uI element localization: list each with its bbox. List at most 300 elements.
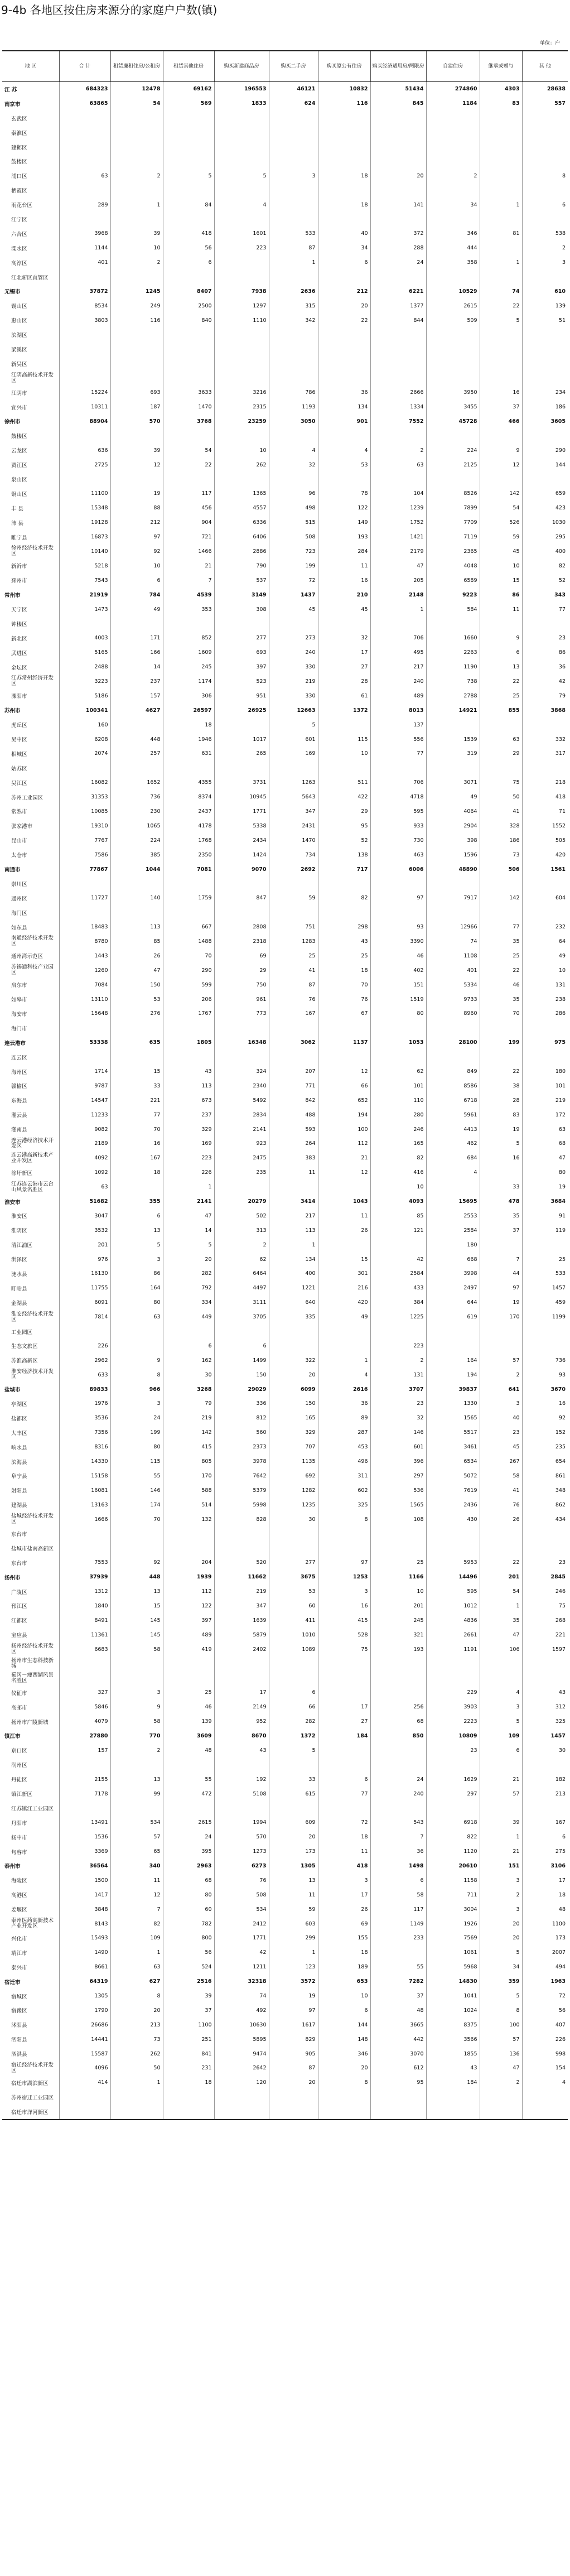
cell-value xyxy=(370,126,426,140)
cell-value: 4557 xyxy=(214,501,269,516)
cell-value xyxy=(214,357,269,371)
cell-value: 136 xyxy=(480,2047,522,2061)
cell-value xyxy=(318,126,370,140)
region-name: 雨花台区 xyxy=(11,203,33,209)
cell-value xyxy=(163,1801,214,1816)
region-name: 栖霞区 xyxy=(11,188,27,195)
cell-value: 358 xyxy=(426,256,480,270)
cell-value: 238 xyxy=(522,992,568,1007)
cell-value: 3004 xyxy=(426,1902,480,1917)
cell-value: 2373 xyxy=(214,1440,269,1455)
cell-value xyxy=(110,1541,163,1556)
region-name: 惠山区 xyxy=(11,318,27,325)
cell-value: 201 xyxy=(59,1238,110,1252)
cell-value: 193 xyxy=(370,1642,426,1657)
cell-value xyxy=(522,371,568,386)
cell-value: 30 xyxy=(163,1368,214,1382)
cell-value xyxy=(214,126,269,140)
cell-value: 233 xyxy=(370,1931,426,1946)
cell-value: 496 xyxy=(318,1455,370,1469)
cell-value: 15648 xyxy=(59,1007,110,1021)
cell-value: 112 xyxy=(163,1585,214,1599)
region-name: 大丰区 xyxy=(11,1430,27,1437)
cell-value: 288 xyxy=(370,241,426,256)
cell-value: 6 xyxy=(269,1686,318,1700)
cell-value: 24 xyxy=(110,1411,163,1426)
cell-value: 82 xyxy=(110,1917,163,1931)
cell-value: 9 xyxy=(480,443,522,458)
table-row xyxy=(2,1296,568,1310)
cell-value: 2845 xyxy=(522,1570,568,1585)
cell-value xyxy=(110,1657,163,1671)
cell-value: 1601 xyxy=(214,227,269,241)
cell-value: 5953 xyxy=(426,1556,480,1570)
cell-value: 5 xyxy=(480,313,522,328)
table-row xyxy=(2,646,568,660)
cell-value: 8375 xyxy=(426,2018,480,2032)
cell-value: 14496 xyxy=(426,1570,480,1585)
cell-value: 17 xyxy=(318,1888,370,1902)
cell-value: 3848 xyxy=(59,1902,110,1917)
cell-value xyxy=(269,1021,318,1036)
cell-value: 73 xyxy=(480,848,522,862)
cell-value: 383 xyxy=(269,1151,318,1166)
cell-value: 15493 xyxy=(59,1931,110,1946)
cell-value: 74 xyxy=(214,1989,269,2004)
region-name: 浦口区 xyxy=(11,174,27,180)
cell-value: 70 xyxy=(163,948,214,963)
cell-value: 1790 xyxy=(59,2003,110,2018)
cell-value: 1833 xyxy=(214,97,269,111)
cell-value: 69 xyxy=(214,948,269,963)
cell-value: 3461 xyxy=(426,1440,480,1455)
cell-value: 822 xyxy=(426,1830,480,1845)
cell-value: 324 xyxy=(214,1065,269,1079)
cell-value: 26 xyxy=(318,1223,370,1238)
cell-value xyxy=(59,1050,110,1065)
cell-value: 35 xyxy=(480,992,522,1007)
cell-value: 7642 xyxy=(214,1469,269,1484)
cell-value: 786 xyxy=(269,386,318,400)
cell-value: 262 xyxy=(110,2047,163,2061)
cell-value xyxy=(522,2105,568,2120)
cell-value: 221 xyxy=(522,1628,568,1642)
region-name: 太仓市 xyxy=(11,853,27,859)
cell-value xyxy=(110,183,163,198)
table-row xyxy=(2,1527,568,1541)
cell-value: 210 xyxy=(318,588,370,602)
cell-value xyxy=(426,761,480,776)
cell-value xyxy=(318,617,370,631)
region-name: 姑苏区 xyxy=(11,765,27,772)
table-row xyxy=(2,1093,568,1108)
cell-value: 3731 xyxy=(214,776,269,790)
cell-value xyxy=(522,1541,568,1556)
table-row xyxy=(2,2105,568,2120)
cell-value: 45 xyxy=(318,602,370,617)
cell-value: 2584 xyxy=(370,1267,426,1281)
region-name: 崇川区 xyxy=(11,881,27,888)
region-name: 东台市 xyxy=(11,1560,27,1567)
cell-value xyxy=(318,1671,370,1686)
cell-value: 11 xyxy=(318,1208,370,1223)
cell-value: 27 xyxy=(318,1715,370,1729)
cell-value: 11 xyxy=(269,1166,318,1180)
region-name: 东海县 xyxy=(11,1098,27,1105)
cell-value xyxy=(370,761,426,776)
cell-value: 593 xyxy=(269,1122,318,1137)
region-name: 苏州工业园区 xyxy=(11,795,44,801)
cell-value: 334 xyxy=(163,1296,214,1310)
region-name: 高淳区 xyxy=(11,260,27,267)
cell-value xyxy=(522,357,568,371)
cell-value xyxy=(163,1325,214,1339)
cell-value: 346 xyxy=(426,227,480,241)
cell-value: 347 xyxy=(214,1599,269,1614)
table-row xyxy=(2,1830,568,1845)
cell-value: 706 xyxy=(370,776,426,790)
cell-value: 1805 xyxy=(163,1036,214,1050)
cell-value: 400 xyxy=(522,545,568,559)
cell-value: 684323 xyxy=(59,82,110,97)
table-row xyxy=(2,1151,568,1166)
cell-value: 148 xyxy=(318,2032,370,2047)
cell-value: 3390 xyxy=(370,935,426,949)
cell-value: 1500 xyxy=(59,1873,110,1888)
cell-value: 34 xyxy=(318,241,370,256)
cell-value: 353 xyxy=(163,602,214,617)
region-name: 盐城市 xyxy=(4,1387,21,1394)
cell-value: 784 xyxy=(110,588,163,602)
cell-value xyxy=(214,154,269,168)
cell-value: 8 xyxy=(480,2003,522,2018)
table-row xyxy=(2,198,568,212)
table-row xyxy=(2,761,568,776)
cell-value: 36 xyxy=(318,386,370,400)
table-row xyxy=(2,530,568,545)
cell-value xyxy=(426,1338,480,1353)
cell-value: 68 xyxy=(163,1873,214,1888)
cell-value: 4303 xyxy=(480,82,522,97)
table-row xyxy=(2,1325,568,1339)
cell-value: 434 xyxy=(522,1512,568,1527)
cell-value: 170 xyxy=(163,1469,214,1484)
cell-value xyxy=(370,428,426,443)
table-row xyxy=(2,1122,568,1137)
cell-value: 840 xyxy=(163,313,214,328)
cell-value: 602 xyxy=(318,1483,370,1498)
cell-value xyxy=(480,877,522,891)
cell-value: 448 xyxy=(110,1570,163,1585)
column-header: 自建住房 xyxy=(426,51,480,82)
cell-value xyxy=(214,140,269,155)
cell-value: 635 xyxy=(110,1036,163,1050)
table-row xyxy=(2,1007,568,1021)
table-row xyxy=(2,1498,568,1512)
cell-value: 782 xyxy=(163,1917,214,1931)
cell-value: 1437 xyxy=(269,588,318,602)
cell-value: 81 xyxy=(480,227,522,241)
cell-value: 422 xyxy=(318,790,370,805)
cell-value: 170 xyxy=(480,1310,522,1325)
cell-value xyxy=(480,1166,522,1180)
cell-value: 7 xyxy=(370,1830,426,1845)
cell-value: 1759 xyxy=(163,891,214,906)
cell-value xyxy=(318,1758,370,1772)
table-row xyxy=(2,1917,568,1931)
region-name: 钟楼区 xyxy=(11,621,27,628)
cell-value: 33 xyxy=(110,1078,163,1093)
cell-value: 8 xyxy=(110,1989,163,2004)
cell-value: 1166 xyxy=(370,1570,426,1585)
region-name: 苏州市 xyxy=(4,708,21,715)
cell-value xyxy=(480,126,522,140)
cell-value: 6 xyxy=(370,1873,426,1888)
cell-value: 18 xyxy=(318,1946,370,1960)
cell-value xyxy=(426,342,480,357)
cell-value: 72 xyxy=(269,573,318,588)
table-row xyxy=(2,1252,568,1267)
cell-value: 668 xyxy=(426,1252,480,1267)
region-name: 泉山区 xyxy=(11,476,27,483)
cell-value: 652 xyxy=(318,1093,370,1108)
cell-value xyxy=(269,1338,318,1353)
cell-value xyxy=(110,111,163,126)
table-row xyxy=(2,790,568,805)
cell-value xyxy=(426,357,480,371)
cell-value: 397 xyxy=(163,1613,214,1628)
region-name: 丹阳市 xyxy=(11,1820,27,1827)
cell-value: 182 xyxy=(522,1772,568,1787)
cell-value: 1771 xyxy=(214,1931,269,1946)
cell-value: 86 xyxy=(480,588,522,602)
cell-value: 100 xyxy=(480,2018,522,2032)
cell-value: 347 xyxy=(269,805,318,819)
cell-value: 235 xyxy=(214,1166,269,1180)
cell-value: 1041 xyxy=(426,1989,480,2004)
city-total-row xyxy=(2,862,568,877)
table-row xyxy=(2,1989,568,2004)
table-row xyxy=(2,1078,568,1093)
cell-value: 16 xyxy=(318,573,370,588)
table-row xyxy=(2,1758,568,1772)
cell-value: 36 xyxy=(370,1845,426,1859)
region-name: 淮安经济技术开发区 xyxy=(11,1369,54,1381)
city-total-row xyxy=(2,1729,568,1744)
cell-value: 1235 xyxy=(269,1498,318,1512)
cell-value: 26925 xyxy=(214,703,269,718)
cell-value: 1855 xyxy=(426,2047,480,2061)
cell-value: 1552 xyxy=(522,818,568,833)
cell-value: 162 xyxy=(163,1353,214,1368)
cell-value: 26686 xyxy=(59,2018,110,2032)
cell-value xyxy=(110,2105,163,2120)
cell-value: 160 xyxy=(59,718,110,732)
region-name: 邗江区 xyxy=(11,1604,27,1610)
cell-value xyxy=(163,1021,214,1036)
cell-value: 251 xyxy=(163,2032,214,2047)
cell-value: 80 xyxy=(163,1888,214,1902)
cell-value xyxy=(522,1238,568,1252)
cell-value: 10 xyxy=(480,558,522,573)
cell-value xyxy=(163,154,214,168)
cell-value xyxy=(110,270,163,285)
region-name: 亭湖区 xyxy=(11,1401,27,1408)
cell-value: 63 xyxy=(110,1310,163,1325)
cell-value xyxy=(59,1541,110,1556)
cell-value: 14830 xyxy=(426,1975,480,1989)
cell-value: 11662 xyxy=(214,1570,269,1585)
cell-value: 194 xyxy=(318,1108,370,1122)
cell-value xyxy=(269,270,318,285)
cell-value: 13 xyxy=(480,660,522,675)
cell-value: 144 xyxy=(318,2018,370,2032)
cell-value: 2 xyxy=(110,1743,163,1758)
cell-value xyxy=(110,212,163,227)
cell-value: 711 xyxy=(426,1888,480,1902)
cell-value: 199 xyxy=(269,558,318,573)
cell-value: 11100 xyxy=(59,487,110,501)
region-name: 苏州宿迁工业园区 xyxy=(11,2094,54,2101)
region-name: 扬州市 xyxy=(4,1575,21,1581)
cell-value xyxy=(426,1325,480,1339)
cell-value: 21 xyxy=(318,1151,370,1166)
cell-value: 21 xyxy=(480,1845,522,1859)
cell-value: 847 xyxy=(214,891,269,906)
cell-value: 975 xyxy=(522,1036,568,1050)
cell-value xyxy=(59,1657,110,1671)
cell-value: 631 xyxy=(163,747,214,761)
cell-value: 1994 xyxy=(214,1816,269,1830)
cell-value: 38 xyxy=(480,1078,522,1093)
cell-value: 5961 xyxy=(426,1108,480,1122)
cell-value xyxy=(370,1671,426,1686)
cell-value: 142 xyxy=(163,1426,214,1440)
cell-value: 3968 xyxy=(59,227,110,241)
cell-value xyxy=(269,1671,318,1686)
cell-value: 49 xyxy=(110,602,163,617)
cell-value: 1714 xyxy=(59,1065,110,1079)
region-name: 海门区 xyxy=(11,910,27,917)
cell-value: 1044 xyxy=(110,862,163,877)
cell-value: 101 xyxy=(370,1078,426,1093)
cell-value: 187 xyxy=(110,400,163,415)
cell-value xyxy=(522,1050,568,1065)
cell-value: 8013 xyxy=(370,703,426,718)
cell-value xyxy=(370,1758,426,1772)
region-name: 江苏常州经济开发区 xyxy=(11,675,54,687)
cell-value: 976 xyxy=(59,1252,110,1267)
cell-value: 61 xyxy=(318,688,370,703)
cell-value: 2963 xyxy=(163,1859,214,1874)
table-row xyxy=(2,1902,568,1917)
table-row xyxy=(2,183,568,198)
cell-value: 536 xyxy=(370,1483,426,1498)
cell-value: 167 xyxy=(110,1151,163,1166)
table-row xyxy=(2,1946,568,1960)
region-name: 句容市 xyxy=(11,1849,27,1856)
cell-value: 22 xyxy=(318,313,370,328)
cell-value: 343 xyxy=(522,588,568,602)
cell-value: 14330 xyxy=(59,1455,110,1469)
cell-value: 13 xyxy=(269,1873,318,1888)
cell-value: 23 xyxy=(522,1556,568,1570)
cell-value: 100 xyxy=(318,1122,370,1137)
cell-value: 3369 xyxy=(59,1845,110,1859)
cell-value: 213 xyxy=(522,1787,568,1801)
cell-value xyxy=(214,1541,269,1556)
cell-value: 7 xyxy=(110,1902,163,1917)
cell-value: 557 xyxy=(522,97,568,111)
cell-value: 164 xyxy=(110,1281,163,1296)
cell-value: 2725 xyxy=(59,458,110,472)
region-name: 赣榆区 xyxy=(11,1084,27,1090)
cell-value: 1365 xyxy=(214,487,269,501)
cell-value: 18 xyxy=(522,1888,568,1902)
cell-value: 2 xyxy=(480,1368,522,1382)
table-row xyxy=(2,168,568,183)
cell-value: 1424 xyxy=(214,848,269,862)
cell-value: 1767 xyxy=(163,1007,214,1021)
cell-value: 2 xyxy=(480,2076,522,2090)
cell-value: 1752 xyxy=(370,516,426,530)
cell-value xyxy=(163,472,214,487)
cell-value: 1488 xyxy=(163,935,214,949)
region-name: 锡山区 xyxy=(11,304,27,310)
cell-value: 3 xyxy=(269,168,318,183)
cell-value xyxy=(59,2090,110,2105)
cell-value: 1 xyxy=(110,2076,163,2090)
cell-value: 205 xyxy=(370,573,426,588)
cell-value xyxy=(426,1541,480,1556)
cell-value: 47 xyxy=(163,1208,214,1223)
cell-value: 1012 xyxy=(426,1599,480,1614)
cell-value: 186 xyxy=(480,833,522,848)
cell-value xyxy=(110,1338,163,1353)
table-body xyxy=(2,82,568,2120)
cell-value: 37872 xyxy=(59,284,110,298)
cell-value: 3050 xyxy=(269,414,318,428)
cell-value: 3223 xyxy=(59,675,110,689)
cell-value: 169 xyxy=(163,1137,214,1151)
table-row xyxy=(2,298,568,313)
table-row xyxy=(2,573,568,588)
cell-value: 5 xyxy=(269,718,318,732)
region-name: 南通市 xyxy=(4,867,21,874)
table-row xyxy=(2,935,568,949)
cell-value: 5334 xyxy=(426,978,480,992)
cell-value: 3 xyxy=(480,1397,522,1411)
cell-value: 75 xyxy=(480,776,522,790)
cell-value: 15 xyxy=(318,1252,370,1267)
cell-value: 4539 xyxy=(163,588,214,602)
cell-value: 3768 xyxy=(163,414,214,428)
cell-value: 26 xyxy=(110,948,163,963)
cell-value: 1660 xyxy=(426,631,480,646)
region-name: 泗阳县 xyxy=(11,2037,27,2044)
table-row xyxy=(2,1353,568,1368)
cell-value xyxy=(163,1657,214,1671)
cell-value: 5492 xyxy=(214,1093,269,1108)
cell-value: 2636 xyxy=(269,284,318,298)
cell-value: 4003 xyxy=(59,631,110,646)
cell-value: 8526 xyxy=(426,487,480,501)
table-row xyxy=(2,1180,568,1195)
cell-value xyxy=(110,357,163,371)
cell-value: 1666 xyxy=(59,1512,110,1527)
table-row xyxy=(2,1310,568,1325)
city-total-row xyxy=(2,1036,568,1050)
